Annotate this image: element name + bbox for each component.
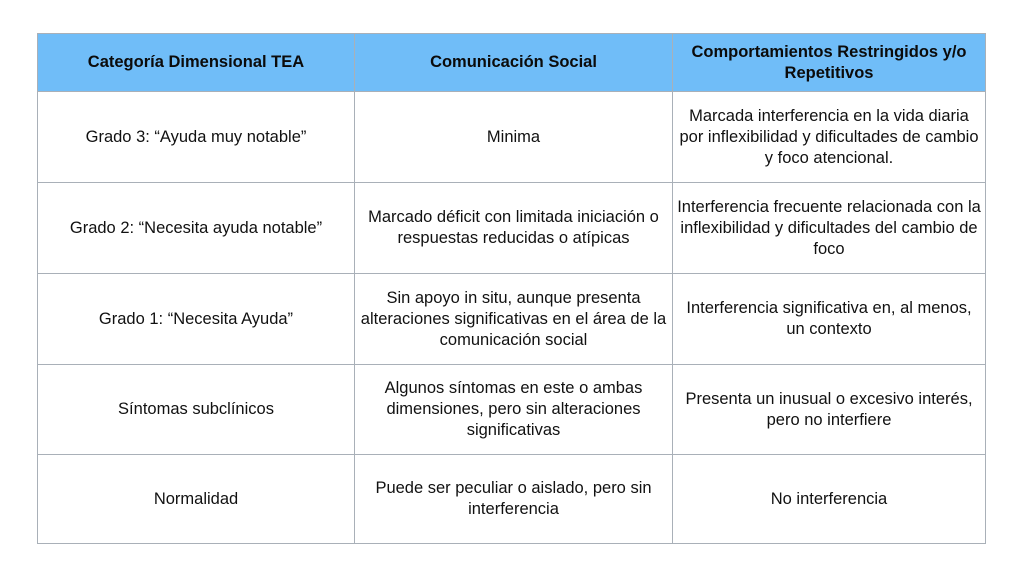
cell-category: Normalidad xyxy=(38,455,355,544)
header-social-communication: Comunicación Social xyxy=(355,34,673,92)
table-row xyxy=(38,365,986,455)
tea-dimensional-category-table xyxy=(37,33,986,544)
table-row xyxy=(38,274,986,365)
cell-social-communication: Puede ser peculiar o aislado, pero sin interferencia xyxy=(355,455,673,544)
cell-category: Grado 2: “Necesita ayuda notable” xyxy=(38,183,355,274)
cell-category: Grado 1: “Necesita Ayuda” xyxy=(38,274,355,365)
cell-social-communication: Algunos síntomas en este o ambas dimensiones, pero sin alteraciones significativas xyxy=(355,365,673,455)
cell-restricted-repetitive: Marcada interferencia en la vida diaria por inflexibilidad y dificultades de cambio y foco atencional. xyxy=(673,92,986,183)
cell-social-communication: Marcado déficit con limitada iniciación o respuestas reducidas o atípicas xyxy=(355,183,673,274)
table-row xyxy=(38,455,986,544)
cell-social-communication: Sin apoyo in situ, aunque presenta alteraciones significativas en el área de la comunicación social xyxy=(355,274,673,365)
header-category: Categoría Dimensional TEA xyxy=(38,34,355,92)
header-restricted-repetitive: Comportamientos Restringidos y/o Repetitivos xyxy=(673,34,986,92)
cell-social-communication: Minima xyxy=(355,92,673,183)
table-row xyxy=(38,183,986,274)
cell-category: Grado 3: “Ayuda muy notable” xyxy=(38,92,355,183)
cell-restricted-repetitive: Presenta un inusual o excesivo interés, pero no interfiere xyxy=(673,365,986,455)
cell-category: Síntomas subclínicos xyxy=(38,365,355,455)
cell-restricted-repetitive: Interferencia frecuente relacionada con la inflexibilidad y dificultades del cambio de foco xyxy=(673,183,986,274)
table-header-row xyxy=(38,34,986,92)
cell-restricted-repetitive: Interferencia significativa en, al menos, un contexto xyxy=(673,274,986,365)
cell-restricted-repetitive: No interferencia xyxy=(673,455,986,544)
table-row xyxy=(38,92,986,183)
